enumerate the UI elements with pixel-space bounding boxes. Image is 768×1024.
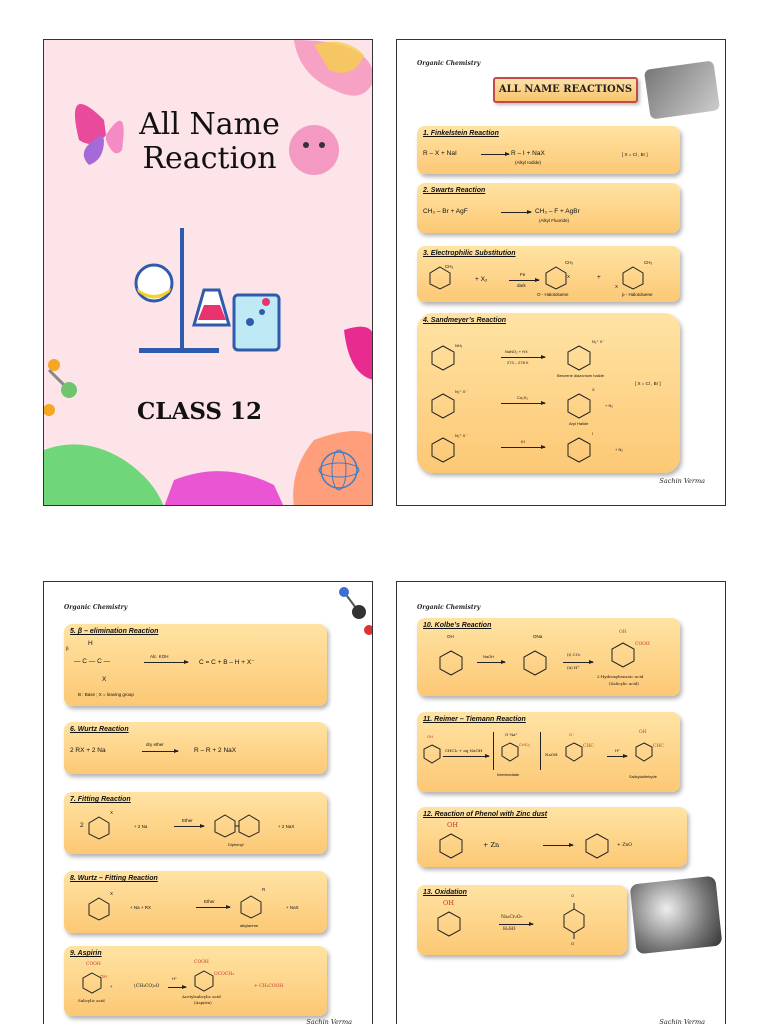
halogen-label: X — [110, 891, 114, 896]
byproduct: + CH₃COOH — [254, 984, 284, 989]
condition-1b: 273 – 278 K — [507, 360, 529, 365]
product-sublabel: (Aspirin) — [194, 1000, 212, 1005]
oxygen-label: O — [571, 893, 575, 898]
plus-sign: + — [597, 274, 601, 281]
aldehyde-label: CHC — [653, 744, 664, 749]
product-label: Diphenyl — [228, 842, 244, 847]
reaction-arrow — [196, 907, 230, 908]
reaction-box-reimer-tiemann — [417, 712, 680, 792]
product-label: Salicylaldehyde — [629, 774, 657, 779]
benzene-ring-icon — [431, 393, 455, 419]
reagent: (CH₃CO)₂O — [134, 984, 160, 989]
condition-1: Na₂Cr₂O₇ — [501, 915, 523, 920]
reaction-box-kolbe — [417, 618, 680, 696]
pills-image — [630, 876, 723, 955]
benzene-ring-icon — [635, 742, 653, 762]
reaction-box-electrophilic — [417, 246, 680, 302]
signature: Sachin Verma — [659, 1018, 705, 1024]
hydroxyl-label: OH — [427, 734, 433, 739]
iodine-label: I — [592, 431, 594, 436]
page-4 — [396, 581, 726, 1024]
benzene-ring-icon — [567, 393, 591, 419]
benzene-ring-icon — [622, 266, 644, 290]
reactant-label: Salicylic acid — [78, 998, 105, 1003]
product: C = C + B – H + X⁻ — [199, 659, 255, 666]
benzene-ring-icon — [88, 816, 110, 840]
cover-page — [43, 39, 373, 506]
reaction-title: 7. Fitting Reaction — [70, 796, 131, 803]
quinone-icon — [563, 903, 585, 939]
methyl-label: CH₃ — [445, 264, 454, 269]
reaction-box-beta-elimination — [64, 624, 327, 706]
signature: Sachin Verma — [659, 477, 705, 485]
reaction-arrow — [563, 662, 593, 663]
carboxyl-label: COOH — [86, 962, 101, 967]
byproduct: + N₂ — [615, 447, 623, 452]
oxide-label: O⁻ — [569, 732, 575, 737]
carboxyl-label: COOH — [194, 960, 209, 965]
benzene-ring-icon — [567, 437, 591, 463]
benzene-ring-icon — [194, 970, 214, 992]
page-2 — [396, 39, 726, 506]
condition: dry ether — [146, 742, 164, 747]
benzene-ring-icon — [545, 266, 567, 290]
reaction-arrow — [144, 662, 188, 663]
title-line-2: Reaction — [142, 141, 277, 176]
reaction-title: 2. Swarts Reaction — [423, 187, 486, 194]
product: + 2 NaX — [278, 824, 295, 829]
oxygen-label: O — [571, 941, 575, 946]
methyl-label: CH₃ — [565, 260, 574, 265]
condition: H⁺ — [172, 976, 177, 981]
molecule-icon — [44, 359, 77, 416]
reaction-title: 4. Sandmeyer’s Reaction — [423, 317, 507, 324]
condition-bottom: dark — [517, 283, 526, 288]
reaction-box-wurtz — [64, 722, 327, 774]
biphenyl-icon — [214, 814, 260, 840]
reaction-box-oxidation — [417, 885, 627, 955]
reaction-title: 12. Reaction of Phenol with Zinc dust — [423, 811, 548, 818]
reaction-title: 10. Kolbe’s Reaction — [423, 622, 492, 629]
carboxyl-label: COOH — [635, 642, 650, 647]
product-label: Acetylsalicylic acid — [182, 994, 221, 999]
pills-image — [644, 60, 720, 119]
reaction-box-wurtz-fitting — [64, 871, 327, 933]
reaction-title: 5. β – elimination Reaction — [70, 628, 159, 635]
hydroxyl-label: OH — [639, 730, 647, 735]
reaction-box-swarts — [417, 183, 680, 233]
condition: Alc. KOH — [150, 654, 169, 659]
benzene-ring-icon — [82, 972, 102, 994]
halogen-label: X — [615, 284, 619, 289]
reaction-arrow — [168, 987, 186, 988]
note: [ X = Cl , Br ] — [635, 381, 661, 386]
reagent: + Na + RX — [130, 905, 152, 910]
benzene-ring-icon — [423, 744, 441, 764]
hydrogen-label: H — [88, 640, 93, 647]
alkyl-label: R — [262, 887, 266, 892]
reagent: + Zn — [483, 841, 500, 849]
reaction-arrow — [501, 403, 545, 404]
butterfly-icon — [75, 104, 124, 165]
intermediate-label: Intermediate — [497, 772, 520, 777]
plus-sign: + — [110, 984, 113, 989]
condition-2: Cu₂X₂ — [517, 395, 528, 400]
diazonium-label: N₂⁺ X⁻ — [455, 433, 468, 438]
reaction-title: 9. Aspirin — [70, 950, 102, 957]
reaction-arrow — [443, 756, 489, 757]
reaction-box-finkelstein — [417, 126, 680, 174]
byproduct: + ZnO — [617, 843, 632, 848]
hydroxyl-label: OH — [447, 634, 454, 639]
reaction-box-fitting — [64, 792, 327, 854]
product: R – I + NaX — [511, 150, 545, 157]
reaction-box-aspirin — [64, 946, 327, 1016]
product-sublabel: (Salicylic acid) — [609, 681, 639, 686]
product-label: (Alkyl Fluoride) — [539, 218, 570, 223]
page-header: Organic Chemistry — [417, 604, 481, 611]
benzene-ring-icon — [611, 642, 635, 668]
reagent: + 2 Na — [134, 824, 148, 829]
product-1-label: O - Halotoluene — [537, 292, 569, 297]
hydroxyl-label: OH — [447, 821, 458, 829]
reaction-arrow — [543, 845, 573, 846]
reaction-title: 1. Finkelstein Reaction — [423, 130, 499, 137]
diazonium-label: N₂⁺ X⁻ — [455, 389, 468, 394]
benzene-ring-icon — [431, 345, 455, 371]
product-1-label: Benzene diazonium halide — [557, 373, 604, 378]
benzene-ring-icon — [523, 650, 547, 676]
section-banner: ALL NAME REACTIONS — [493, 77, 638, 103]
reaction-arrow — [499, 924, 533, 925]
beta-label: β — [66, 646, 69, 651]
condition: Ether — [182, 818, 193, 823]
reaction-title: 13. Oxidation — [423, 889, 467, 896]
acetyl-label: OCOCH₃ — [214, 972, 234, 977]
reaction-arrow — [477, 662, 505, 663]
benzene-ring-icon — [567, 345, 591, 371]
condition-1: CHCl₃ + aq NaOH — [445, 748, 483, 753]
benzene-ring-icon — [88, 897, 110, 921]
reaction-arrow — [501, 212, 531, 213]
halogen-label: X — [110, 810, 114, 815]
reaction-title: 11. Reimer – Tiemann Reaction — [423, 716, 526, 723]
title-line-1: All Name — [139, 107, 280, 142]
phenoxide-label: ONa — [533, 634, 543, 639]
molecule-model-image — [334, 582, 373, 637]
reaction-arrow — [142, 751, 178, 752]
cover-title — [122, 108, 297, 176]
reactant: R – X + NaI — [423, 150, 457, 157]
product-label: (Alkyl Iodide) — [515, 160, 542, 165]
reaction-title: 8. Wurtz – Fitting Reaction — [70, 875, 158, 882]
phenoxide-label: O⁻Na⁺ — [505, 732, 518, 737]
reaction-box-sandmeyer — [417, 313, 680, 473]
benzene-ring-icon — [437, 911, 461, 937]
flask-set-icon — [136, 228, 279, 353]
product-label: alkylarene — [240, 923, 259, 928]
benzene-ring-icon — [565, 742, 583, 762]
diazonium-label: N₂⁺ X⁻ — [592, 339, 605, 344]
reaction-arrow — [509, 280, 539, 281]
condition-2a: (i) CO₂ — [567, 652, 581, 657]
reaction-arrow — [481, 154, 509, 155]
reaction-arrow — [174, 826, 204, 827]
carbon-chain: — C — C — — [74, 658, 111, 665]
condition-3: KI — [521, 439, 525, 444]
condition-top: Fe — [520, 272, 526, 277]
product: + NaX — [286, 905, 299, 910]
leaving-group-label: X — [102, 676, 107, 683]
condition-1: NaOH — [483, 654, 495, 659]
benzene-ring-icon — [240, 895, 262, 919]
condition-2: H₂SO — [503, 927, 516, 932]
note: B : Base ; X = leaving group — [78, 692, 134, 697]
reagent: + X₂ — [475, 276, 488, 283]
page-3 — [43, 581, 373, 1024]
page-header: Organic Chemistry — [64, 604, 128, 611]
reaction-title: 3. Electrophilic Substitution — [423, 250, 516, 257]
reactant: CH₃ – Br + AgF — [423, 208, 468, 215]
amine-label: NH₂ — [455, 343, 463, 348]
reaction-title: 6. Wurtz Reaction — [70, 726, 129, 733]
halogen-label: X — [592, 387, 595, 392]
product: CH₃ – F + AgBr — [535, 208, 580, 215]
reaction-arrow — [501, 357, 545, 358]
condition: Ether — [204, 899, 215, 904]
product-2-label: p - Halotoluene — [622, 292, 653, 297]
reaction-arrow — [501, 447, 545, 448]
halogen-label: X — [567, 274, 571, 279]
dichloromethyl-label: CHCl₂ — [519, 742, 531, 747]
benzene-ring-icon — [501, 742, 519, 762]
product: R – R + 2 NaX — [194, 747, 237, 754]
hydroxyl-label: OH — [443, 899, 454, 907]
hydroxyl-label: OH — [100, 974, 107, 979]
hydroxyl-label: OH — [619, 630, 627, 635]
product-2-label: Aryl Halide — [569, 421, 589, 426]
methyl-label: CH₃ — [644, 260, 653, 265]
byproduct: + N₂ — [605, 403, 613, 408]
condition-2b: (ii) H⁺ — [567, 665, 580, 670]
benzene-ring-icon — [431, 437, 455, 463]
benzene-ring-icon — [439, 650, 463, 676]
condition-1a: NaNO₂ + HX — [505, 349, 528, 354]
benzene-ring-icon — [585, 833, 609, 859]
signature: Sachin Verma — [306, 1018, 352, 1024]
coefficient: 2 — [80, 822, 84, 829]
page-header: Organic Chemistry — [417, 60, 481, 67]
reactant: 2 RX + 2 Na — [70, 747, 106, 754]
product-label: 2-Hydroxybenzoic acid — [597, 674, 644, 679]
reaction-box-zinc-dust — [417, 807, 687, 867]
benzene-ring-icon — [439, 833, 463, 859]
condition-2: NaOH — [545, 752, 558, 757]
condition-3: H⁺ — [615, 748, 620, 753]
note: [ X = Cl , Br ] — [622, 152, 648, 157]
class-label: CLASS 12 — [137, 398, 263, 425]
aldehyde-label: CHC — [583, 744, 594, 749]
reaction-arrow — [607, 756, 627, 757]
